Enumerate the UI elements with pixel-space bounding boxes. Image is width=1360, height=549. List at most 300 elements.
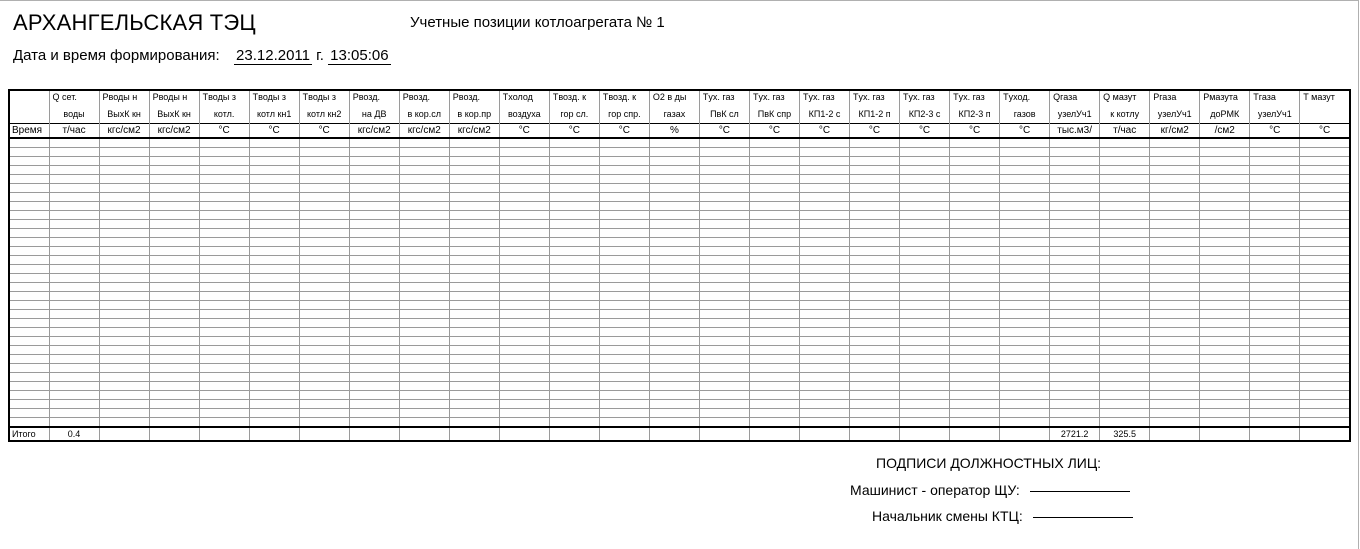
data-cell bbox=[599, 292, 649, 301]
data-cell bbox=[49, 328, 99, 337]
data-cell bbox=[399, 274, 449, 283]
data-cell bbox=[299, 193, 349, 202]
total-cell: 325.5 bbox=[1100, 427, 1150, 441]
data-cell bbox=[1050, 346, 1100, 355]
data-cell bbox=[1250, 184, 1300, 193]
data-cell bbox=[950, 355, 1000, 364]
data-cell bbox=[1250, 328, 1300, 337]
data-cell bbox=[199, 283, 249, 292]
total-cell bbox=[249, 427, 299, 441]
column-unit: °C bbox=[1000, 124, 1050, 139]
data-cell bbox=[950, 274, 1000, 283]
column-header-line1: Tвозд. к bbox=[549, 90, 599, 108]
data-cell bbox=[499, 337, 549, 346]
data-cell bbox=[1300, 346, 1350, 355]
data-cell bbox=[549, 373, 599, 382]
data-cell bbox=[799, 202, 849, 211]
column-header-line2: котл. bbox=[199, 108, 249, 124]
data-cell bbox=[199, 256, 249, 265]
data-cell bbox=[749, 346, 799, 355]
data-cell bbox=[1000, 337, 1050, 346]
data-cell bbox=[749, 256, 799, 265]
data-cell bbox=[1100, 202, 1150, 211]
data-cell bbox=[599, 157, 649, 166]
data-cell bbox=[199, 274, 249, 283]
data-cell bbox=[199, 391, 249, 400]
data-cell bbox=[1100, 373, 1150, 382]
data-cell bbox=[49, 193, 99, 202]
time-cell bbox=[9, 193, 49, 202]
data-cell bbox=[1300, 265, 1350, 274]
table-row bbox=[9, 229, 1350, 238]
signatures-title: ПОДПИСИ ДОЛЖНОСТНЫХ ЛИЦ: bbox=[876, 455, 1102, 471]
column-header-line2: ПвК сл bbox=[699, 108, 749, 124]
time-value: 13:05:06 bbox=[330, 47, 389, 64]
data-cell bbox=[1150, 382, 1200, 391]
data-cell bbox=[1150, 138, 1200, 148]
table-row bbox=[9, 138, 1350, 148]
column-header-line1: Q сет. bbox=[49, 90, 99, 108]
data-cell bbox=[449, 148, 499, 157]
column-header-line1: Tводы з bbox=[199, 90, 249, 108]
total-cell bbox=[599, 427, 649, 441]
data-cell bbox=[49, 319, 99, 328]
data-cell bbox=[349, 256, 399, 265]
table-row bbox=[9, 193, 1350, 202]
data-cell bbox=[900, 409, 950, 418]
data-cell bbox=[950, 157, 1000, 166]
table-row bbox=[9, 391, 1350, 400]
data-cell bbox=[499, 355, 549, 364]
data-cell bbox=[1200, 229, 1250, 238]
data-cell bbox=[49, 229, 99, 238]
data-cell bbox=[1150, 391, 1200, 400]
data-cell bbox=[399, 148, 449, 157]
document-title: Учетные позиции котлоагрегата № 1 bbox=[410, 14, 665, 31]
column-header-line2: ВыхК кн bbox=[99, 108, 149, 124]
column-unit: °C bbox=[549, 124, 599, 139]
data-cell bbox=[649, 418, 699, 428]
data-cell bbox=[1200, 409, 1250, 418]
data-cell bbox=[549, 283, 599, 292]
column-header-line2: КП2-3 п bbox=[950, 108, 1000, 124]
data-cell bbox=[649, 391, 699, 400]
data-cell bbox=[399, 238, 449, 247]
data-cell bbox=[1250, 274, 1300, 283]
data-cell bbox=[1200, 364, 1250, 373]
data-cell bbox=[399, 337, 449, 346]
data-cell bbox=[1150, 418, 1200, 428]
data-cell bbox=[1100, 184, 1150, 193]
data-cell bbox=[1100, 229, 1150, 238]
column-header-line2: ВыхК кн bbox=[149, 108, 199, 124]
data-cell bbox=[699, 202, 749, 211]
data-cell bbox=[1250, 283, 1300, 292]
data-cell bbox=[549, 138, 599, 148]
table-row bbox=[9, 166, 1350, 175]
data-cell bbox=[349, 138, 399, 148]
data-cell bbox=[649, 364, 699, 373]
data-cell bbox=[99, 409, 149, 418]
data-cell bbox=[1150, 373, 1200, 382]
table-row bbox=[9, 382, 1350, 391]
time-cell bbox=[9, 364, 49, 373]
data-cell bbox=[99, 247, 149, 256]
data-cell bbox=[1150, 409, 1200, 418]
data-cell bbox=[950, 148, 1000, 157]
data-cell bbox=[1100, 292, 1150, 301]
column-header-line2: воды bbox=[49, 108, 99, 124]
data-cell bbox=[850, 265, 900, 274]
column-header-line2: на ДВ bbox=[349, 108, 399, 124]
column-header-line1: Pвозд. bbox=[399, 90, 449, 108]
data-cell bbox=[99, 310, 149, 319]
data-cell bbox=[449, 247, 499, 256]
data-cell bbox=[799, 193, 849, 202]
data-cell bbox=[399, 355, 449, 364]
data-cell bbox=[499, 157, 549, 166]
data-cell bbox=[299, 301, 349, 310]
column-unit: кгс/см2 bbox=[99, 124, 149, 139]
column-header-line1: O2 в ды bbox=[649, 90, 699, 108]
data-cell bbox=[900, 220, 950, 229]
data-cell bbox=[99, 391, 149, 400]
data-cell bbox=[1100, 409, 1150, 418]
column-header-line1: T мазут bbox=[1300, 90, 1350, 108]
data-cell bbox=[549, 418, 599, 428]
data-cell bbox=[249, 211, 299, 220]
data-cell bbox=[1300, 220, 1350, 229]
data-cell bbox=[1250, 148, 1300, 157]
data-cell bbox=[49, 247, 99, 256]
data-cell bbox=[1200, 328, 1250, 337]
data-cell bbox=[1200, 148, 1250, 157]
data-cell bbox=[549, 256, 599, 265]
column-unit: кг/см2 bbox=[1150, 124, 1200, 139]
column-unit: °C bbox=[599, 124, 649, 139]
data-cell bbox=[249, 138, 299, 148]
data-cell bbox=[599, 400, 649, 409]
data-cell bbox=[249, 310, 299, 319]
data-cell bbox=[900, 364, 950, 373]
data-cell bbox=[749, 202, 799, 211]
data-cell bbox=[299, 256, 349, 265]
data-cell bbox=[499, 265, 549, 274]
total-cell bbox=[749, 427, 799, 441]
data-cell bbox=[749, 238, 799, 247]
data-cell bbox=[199, 319, 249, 328]
data-cell bbox=[599, 166, 649, 175]
data-cell bbox=[199, 157, 249, 166]
data-cell bbox=[1100, 328, 1150, 337]
data-cell bbox=[799, 400, 849, 409]
data-cell bbox=[1300, 328, 1350, 337]
data-cell bbox=[399, 157, 449, 166]
data-cell bbox=[49, 157, 99, 166]
data-cell bbox=[1300, 283, 1350, 292]
data-cell bbox=[599, 238, 649, 247]
data-cell bbox=[99, 220, 149, 229]
time-cell bbox=[9, 157, 49, 166]
data-cell bbox=[850, 310, 900, 319]
data-cell bbox=[1300, 274, 1350, 283]
data-cell bbox=[799, 265, 849, 274]
data-cell bbox=[399, 175, 449, 184]
data-cell bbox=[49, 292, 99, 301]
data-cell bbox=[900, 391, 950, 400]
data-cell bbox=[649, 274, 699, 283]
data-cell bbox=[699, 319, 749, 328]
time-cell bbox=[9, 229, 49, 238]
column-unit: °C bbox=[900, 124, 950, 139]
data-cell bbox=[199, 138, 249, 148]
data-cell bbox=[1300, 202, 1350, 211]
data-cell bbox=[299, 355, 349, 364]
data-cell bbox=[900, 238, 950, 247]
data-cell bbox=[99, 138, 149, 148]
data-cell bbox=[99, 328, 149, 337]
data-cell bbox=[599, 202, 649, 211]
data-cell bbox=[99, 256, 149, 265]
data-cell bbox=[149, 238, 199, 247]
data-cell bbox=[850, 184, 900, 193]
data-cell bbox=[249, 328, 299, 337]
data-cell bbox=[1100, 418, 1150, 428]
data-cell bbox=[749, 265, 799, 274]
data-cell bbox=[749, 211, 799, 220]
data-cell bbox=[199, 292, 249, 301]
header-corner-cell bbox=[9, 90, 49, 108]
column-header-line2: узелУч1 bbox=[1050, 108, 1100, 124]
data-cell bbox=[1000, 292, 1050, 301]
data-cell bbox=[950, 193, 1000, 202]
data-cell bbox=[1050, 148, 1100, 157]
data-cell bbox=[900, 175, 950, 184]
data-cell bbox=[349, 418, 399, 428]
data-cell bbox=[1300, 175, 1350, 184]
data-cell bbox=[1100, 157, 1150, 166]
column-unit: °C bbox=[749, 124, 799, 139]
data-cell bbox=[499, 229, 549, 238]
column-header-line1: Tух. газ bbox=[900, 90, 950, 108]
data-cell bbox=[1000, 400, 1050, 409]
data-cell bbox=[950, 184, 1000, 193]
data-cell bbox=[199, 301, 249, 310]
data-cell bbox=[799, 211, 849, 220]
data-cell bbox=[749, 138, 799, 148]
data-cell bbox=[1300, 138, 1350, 148]
data-cell bbox=[749, 364, 799, 373]
data-cell bbox=[449, 319, 499, 328]
data-cell bbox=[649, 292, 699, 301]
time-cell bbox=[9, 220, 49, 229]
data-cell bbox=[900, 373, 950, 382]
data-cell bbox=[1300, 337, 1350, 346]
data-cell bbox=[699, 391, 749, 400]
data-cell bbox=[1150, 355, 1200, 364]
data-cell bbox=[1000, 283, 1050, 292]
table-row bbox=[9, 364, 1350, 373]
data-cell bbox=[799, 157, 849, 166]
data-cell bbox=[1250, 319, 1300, 328]
data-cell bbox=[399, 364, 449, 373]
data-cell bbox=[699, 409, 749, 418]
data-cell bbox=[1100, 355, 1150, 364]
data-cell bbox=[499, 382, 549, 391]
time-cell bbox=[9, 355, 49, 364]
data-cell bbox=[1000, 238, 1050, 247]
data-cell bbox=[1100, 247, 1150, 256]
data-cell bbox=[1050, 193, 1100, 202]
data-cell bbox=[49, 391, 99, 400]
data-cell bbox=[349, 157, 399, 166]
data-cell bbox=[199, 382, 249, 391]
data-cell bbox=[1000, 211, 1050, 220]
column-unit: % bbox=[649, 124, 699, 139]
data-cell bbox=[349, 337, 399, 346]
data-cell bbox=[649, 238, 699, 247]
data-cell bbox=[99, 283, 149, 292]
data-cell bbox=[199, 220, 249, 229]
data-cell bbox=[399, 319, 449, 328]
data-cell bbox=[49, 373, 99, 382]
data-cell bbox=[1250, 364, 1300, 373]
data-cell bbox=[99, 211, 149, 220]
column-header-line1: Pвозд. bbox=[449, 90, 499, 108]
data-cell bbox=[599, 211, 649, 220]
data-cell bbox=[349, 283, 399, 292]
time-cell bbox=[9, 238, 49, 247]
column-header-line1: Pвозд. bbox=[349, 90, 399, 108]
data-cell bbox=[1050, 391, 1100, 400]
data-cell bbox=[950, 319, 1000, 328]
data-cell bbox=[449, 373, 499, 382]
data-cell bbox=[249, 220, 299, 229]
data-cell bbox=[1200, 418, 1250, 428]
data-cell bbox=[649, 256, 699, 265]
data-cell bbox=[49, 355, 99, 364]
data-cell bbox=[249, 274, 299, 283]
column-unit: °C bbox=[699, 124, 749, 139]
data-cell bbox=[1000, 373, 1050, 382]
total-cell bbox=[349, 427, 399, 441]
column-unit: °C bbox=[299, 124, 349, 139]
table-row bbox=[9, 409, 1350, 418]
data-cell bbox=[499, 409, 549, 418]
data-cell bbox=[699, 138, 749, 148]
data-cell bbox=[1200, 138, 1250, 148]
data-cell bbox=[399, 265, 449, 274]
data-cell bbox=[1100, 310, 1150, 319]
table-row bbox=[9, 148, 1350, 157]
data-cell bbox=[399, 409, 449, 418]
data-cell bbox=[850, 157, 900, 166]
data-cell bbox=[199, 337, 249, 346]
data-cell bbox=[1200, 202, 1250, 211]
data-cell bbox=[449, 229, 499, 238]
data-cell bbox=[149, 364, 199, 373]
data-cell bbox=[599, 265, 649, 274]
data-cell bbox=[900, 319, 950, 328]
data-cell bbox=[249, 364, 299, 373]
total-cell bbox=[799, 427, 849, 441]
table-row bbox=[9, 373, 1350, 382]
data-cell bbox=[199, 184, 249, 193]
data-cell bbox=[499, 301, 549, 310]
data-cell bbox=[299, 211, 349, 220]
data-cell bbox=[1200, 391, 1250, 400]
data-cell bbox=[799, 166, 849, 175]
data-cell bbox=[1300, 238, 1350, 247]
data-cell bbox=[950, 418, 1000, 428]
data-cell bbox=[850, 292, 900, 301]
data-cell bbox=[749, 301, 799, 310]
column-header-line2: котл кн2 bbox=[299, 108, 349, 124]
total-cell bbox=[1000, 427, 1050, 441]
total-cell bbox=[850, 427, 900, 441]
column-header-line2: КП2-3 с bbox=[900, 108, 950, 124]
data-cell bbox=[149, 229, 199, 238]
data-cell bbox=[99, 346, 149, 355]
data-cell bbox=[950, 310, 1000, 319]
table-row bbox=[9, 418, 1350, 428]
table-row bbox=[9, 202, 1350, 211]
data-cell bbox=[1300, 301, 1350, 310]
data-cell bbox=[1200, 175, 1250, 184]
data-cell bbox=[749, 400, 799, 409]
data-cell bbox=[950, 265, 1000, 274]
data-cell bbox=[549, 184, 599, 193]
data-cell bbox=[149, 247, 199, 256]
data-cell bbox=[799, 391, 849, 400]
table-row bbox=[9, 238, 1350, 247]
data-cell bbox=[649, 229, 699, 238]
data-cell bbox=[299, 184, 349, 193]
table-row bbox=[9, 319, 1350, 328]
data-cell bbox=[599, 391, 649, 400]
data-cell bbox=[850, 409, 900, 418]
data-cell bbox=[399, 328, 449, 337]
data-cell bbox=[950, 346, 1000, 355]
data-cell bbox=[850, 337, 900, 346]
data-cell bbox=[599, 310, 649, 319]
data-cell bbox=[49, 184, 99, 193]
data-cell bbox=[349, 373, 399, 382]
time-cell bbox=[9, 138, 49, 148]
data-cell bbox=[249, 166, 299, 175]
data-cell bbox=[1200, 247, 1250, 256]
time-cell bbox=[9, 418, 49, 428]
data-cell bbox=[1100, 400, 1150, 409]
data-cell bbox=[1000, 229, 1050, 238]
data-cell bbox=[799, 292, 849, 301]
data-cell bbox=[249, 202, 299, 211]
data-cell bbox=[599, 247, 649, 256]
data-cell bbox=[349, 301, 399, 310]
data-cell bbox=[950, 283, 1000, 292]
data-cell bbox=[1300, 247, 1350, 256]
data-cell bbox=[699, 400, 749, 409]
data-cell bbox=[1050, 211, 1100, 220]
data-cell bbox=[199, 247, 249, 256]
data-cell bbox=[349, 292, 399, 301]
time-cell bbox=[9, 283, 49, 292]
data-cell bbox=[749, 292, 799, 301]
data-cell bbox=[499, 373, 549, 382]
data-cell bbox=[149, 184, 199, 193]
data-cell bbox=[49, 400, 99, 409]
data-cell bbox=[1000, 148, 1050, 157]
